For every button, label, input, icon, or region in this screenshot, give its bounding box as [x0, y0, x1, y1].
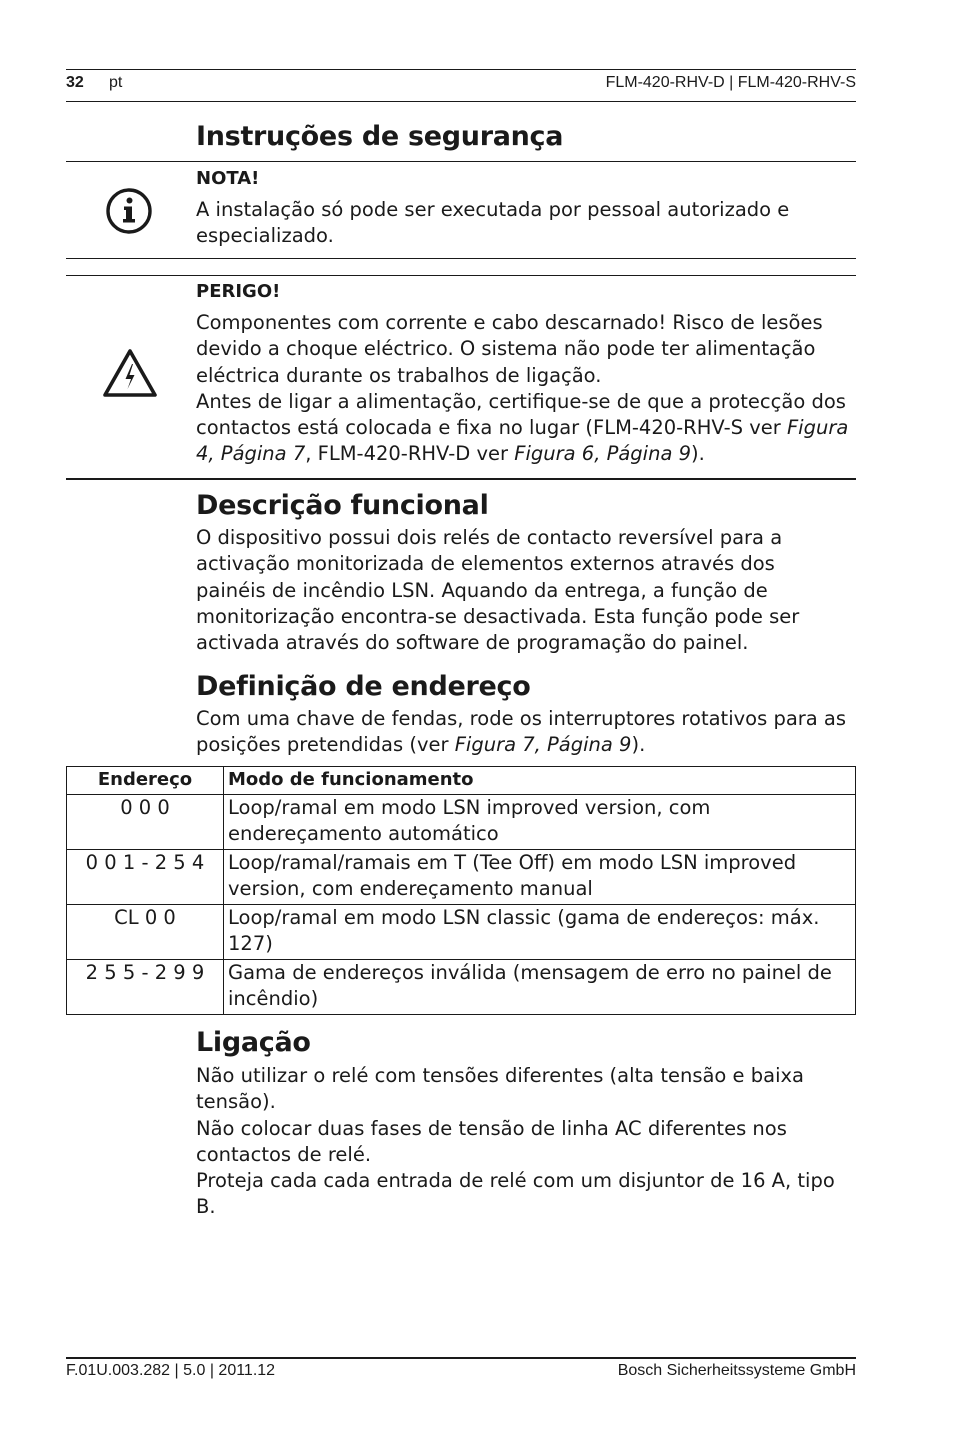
address-text-part: Com uma chave de fendas, rode os interruptores rotativos para as posições pretendidas (ver: [196, 707, 847, 757]
danger-text-instructions: [196, 389, 856, 468]
danger-text: [196, 310, 856, 468]
mode-cell: Gama de endereços inválida (mensagem de erro no painel de incêndio): [224, 960, 856, 1015]
address-text: [196, 706, 856, 759]
notice-rule-top: [66, 161, 856, 162]
danger-text-part: Antes de ligar a alimentação, certifique-se de que a protecção dos contactos está colocada e fixa no lugar (FLM-420-RHV-S ver: [196, 389, 846, 440]
address-title: Definição de endereço: [196, 671, 531, 702]
page-number: 32: [66, 74, 84, 91]
connection-title: Ligação: [196, 1027, 311, 1058]
electrical-hazard-icon: [102, 347, 158, 399]
footer-rule: [66, 1357, 856, 1359]
notice-text: A instalação só pode ser executada por pessoal autorizado e especializado.: [196, 198, 790, 248]
header-rule-top: [66, 69, 856, 70]
connection-text: [196, 1063, 846, 1221]
notice-label: NOTA!: [196, 168, 260, 189]
address-cell: 0 0 0: [67, 795, 224, 850]
connection-line: Não utilizar o relé com tensões diferentes (alta tensão e baixa tensão).: [196, 1064, 804, 1114]
safety-title: Instruções de segurança: [196, 121, 564, 152]
danger-text-part: , FLM-420-RHV-D ver: [305, 442, 515, 466]
address-cell: CL 0 0: [67, 905, 224, 960]
functional-title: Descrição funcional: [196, 490, 489, 521]
address-cell: 2 5 5 - 2 9 9: [67, 960, 224, 1015]
column-header-address: Endereço: [67, 767, 224, 795]
mode-cell: Loop/ramal/ramais em T (Tee Off) em modo LSN improved version, com endereçamento manual: [224, 850, 856, 905]
mode-cell: Loop/ramal em modo LSN improved version, com endereçamento automático: [224, 795, 856, 850]
address-table: [66, 766, 856, 1015]
company-name: Bosch Sicherheitssysteme GmbH: [617, 1362, 856, 1379]
table-header-row: [67, 767, 856, 795]
mode-cell: Loop/ramal em modo LSN classic (gama de endereços: máx. 127): [224, 905, 856, 960]
danger-text-main: Componentes com corrente e cabo descarnado! Risco de lesões devido a choque eléctrico. O sistema não pode ter alimentação eléctrica durante os trabalhos de ligação.: [196, 311, 823, 387]
connection-line: Não colocar duas fases de tensão de linha AC diferentes nos contactos de relé.: [196, 1116, 787, 1166]
address-text-part: ).: [631, 733, 646, 757]
danger-rule-top: [66, 275, 856, 276]
danger-label: PERIGO!: [196, 281, 281, 302]
danger-rule-bottom: [66, 478, 856, 480]
document-reference: F.01U.003.282 | 5.0 | 2011.12: [66, 1362, 276, 1379]
table-row: [67, 905, 856, 960]
language-code: pt: [109, 74, 123, 91]
figure-reference: Figura 7, Página 9: [454, 733, 632, 757]
figure-reference: Figura 6, Página 9: [514, 442, 692, 466]
info-icon: [104, 186, 154, 236]
table-row: [67, 960, 856, 1015]
danger-text-part: ).: [691, 442, 705, 466]
connection-line: Proteja cada cada entrada de relé com um disjuntor de 16 A, tipo B.: [196, 1169, 835, 1219]
column-header-mode: Modo de funcionamento: [224, 767, 856, 795]
table-row: [67, 795, 856, 850]
figure-reference: Figura 4, Página 7: [196, 416, 849, 466]
address-cell: 0 0 1 - 2 5 4: [67, 850, 224, 905]
header-rule-bottom: [66, 101, 856, 102]
notice-rule-bottom: [66, 258, 856, 259]
product-name: FLM-420-RHV-D | FLM-420-RHV-S: [605, 74, 856, 91]
table-row: [67, 850, 856, 905]
functional-text: O dispositivo possui dois relés de contacto reversível para a activação monitorizada de elementos externos através dos painéis de incêndio LSN. Aquando da entrega, a função de monitorização encontra-se desactivada. Esta função pode ser activada através do software de programação do painel.: [196, 526, 800, 655]
